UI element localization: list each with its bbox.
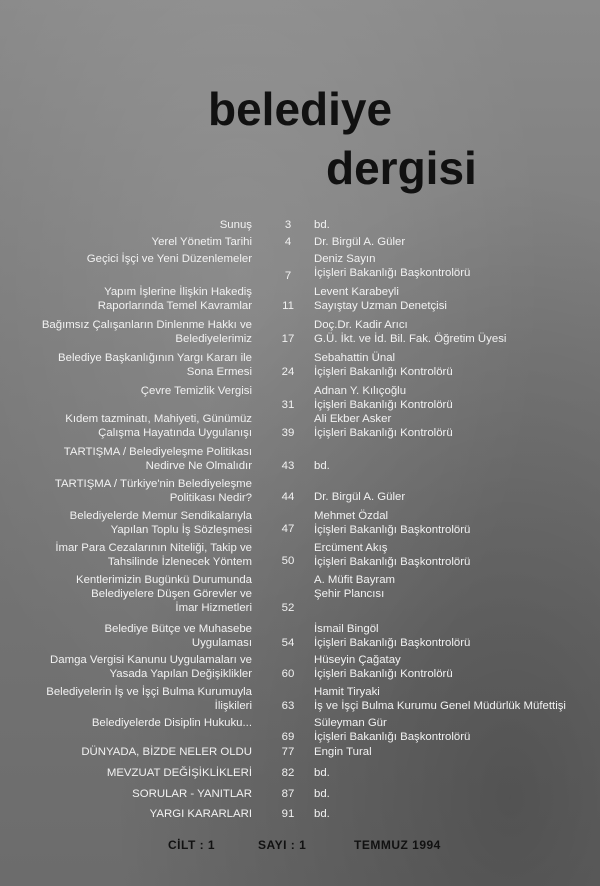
toc-page-number: 50	[281, 555, 295, 567]
toc-author	[314, 412, 453, 440]
toc-title-line: Belediyelerimiz	[175, 333, 252, 345]
toc-author-line: Sayıştay Uzman Denetçisi	[314, 300, 447, 312]
toc-title-line: Yapım İşlerine İlişkin Hakediş	[104, 286, 252, 298]
toc-title-line: Belediyelerde Disiplin Hukuku...	[91, 717, 252, 729]
toc-article-title	[132, 787, 252, 801]
toc-article-title	[42, 318, 252, 346]
toc-author	[314, 653, 453, 681]
toc-author-line: Şehir Plancısı	[314, 588, 385, 600]
toc-title-line: MEVZUAT DEĞİŞİKLİKLERİ	[106, 767, 252, 779]
toc-author	[314, 685, 566, 713]
toc-title-line: Belediyelerin İş ve İşçi Bulma Kurumuyla	[46, 686, 252, 698]
toc-title-line: Yapılan Toplu İş Sözleşmesi	[110, 524, 252, 536]
toc-author-line: bd.	[314, 788, 330, 800]
toc-page-number: 44	[281, 491, 295, 503]
toc-page-number: 47	[281, 523, 295, 535]
toc-author	[314, 766, 330, 780]
toc-author-line: Ali Ekber Asker	[314, 413, 392, 425]
title-line-1: belediye	[208, 83, 393, 135]
toc-author-line: İçişleri Bakanlığı Kontrolörü	[314, 399, 453, 411]
toc-title-line: İlişkileri	[214, 700, 252, 712]
toc-author	[314, 384, 453, 412]
toc-article-title	[87, 252, 252, 266]
toc-title-line: Raporlarında Temel Kavramlar	[97, 300, 252, 312]
toc-title-line: Bağımsız Çalışanların Dinlenme Hakkı ve	[41, 319, 252, 331]
toc-author-line: Hamit Tiryaki	[314, 686, 380, 698]
toc-page-number: 63	[281, 700, 295, 712]
toc-author-line: Ercüment Akış	[314, 542, 388, 554]
toc-page-number: 87	[281, 788, 295, 800]
toc-article-title	[98, 285, 252, 313]
toc-author-line: bd.	[314, 808, 330, 820]
toc-page-number: 54	[281, 637, 295, 649]
toc-title-line: Sunuş	[219, 219, 252, 231]
toc-page-number: 11	[282, 300, 294, 312]
toc-author-line: Levent Karabeyli	[314, 286, 399, 298]
toc-title-line: TARTIŞMA / Belediyeleşme Politikası	[63, 446, 252, 458]
title-line-2: dergisi	[326, 142, 477, 194]
toc-author	[314, 807, 330, 821]
toc-page-number: 7	[284, 270, 292, 282]
toc-author	[314, 285, 447, 313]
toc-author-line: İsmail Bingöl	[314, 623, 379, 635]
toc-article-title	[92, 716, 252, 730]
toc-page-number: 77	[281, 746, 295, 758]
toc-title-line: Politikası Nedir?	[169, 492, 252, 504]
toc-title-line: Belediyelerde Memur Sendikalarıyla	[69, 510, 252, 522]
toc-author-line: Dr. Birgül A. Güler	[314, 491, 406, 503]
toc-page-number: 43	[281, 460, 295, 472]
toc-author-line: Engin Tural	[314, 746, 372, 758]
toc-author	[314, 745, 372, 759]
toc-title-line: Uygulaması	[191, 637, 252, 649]
toc-article-title	[55, 477, 252, 505]
issue-label: SAYI : 1	[258, 838, 307, 852]
toc-author-line: bd.	[314, 767, 330, 779]
toc-article-title	[104, 622, 252, 650]
toc-author-line: İçişleri Bakanlığı Başkontrolörü	[314, 637, 471, 649]
toc-author	[314, 235, 405, 249]
toc-title-line: Kentlerimizin Bugünkü Durumunda	[75, 574, 252, 586]
toc-article-title	[55, 541, 252, 569]
toc-page-number: 4	[284, 236, 292, 248]
toc-author	[314, 252, 470, 280]
toc-page-number: 24	[281, 366, 295, 378]
toc-author-line: İçişleri Bakanlığı Başkontrolörü	[314, 731, 471, 743]
toc-page-number: 31	[281, 399, 295, 411]
toc-author-line: İçişleri Bakanlığı Kontrolörü	[314, 668, 453, 680]
toc-author-line: bd.	[314, 460, 330, 472]
toc-author-line: G.Ü. İkt. ve İd. Bil. Fak. Öğretim Üyesi	[314, 333, 507, 345]
toc-title-line: Geçici İşçi ve Yeni Düzenlemeler	[86, 253, 252, 265]
toc-author	[314, 509, 470, 537]
toc-title-line: İmar Hizmetleri	[175, 602, 252, 614]
toc-page-number: 52	[281, 602, 295, 614]
toc-article-title	[152, 235, 252, 249]
toc-article-title	[107, 766, 252, 780]
toc-author-line: Hüseyin Çağatay	[314, 654, 401, 666]
toc-author-line: İş ve İşçi Bulma Kurumu Genel Müdürlük Müfettişi	[314, 700, 566, 712]
toc-author-line: İçişleri Bakanlığı Başkontrolörü	[314, 267, 471, 279]
toc-author-line: Sebahattin Ünal	[314, 352, 396, 364]
toc-page-number: 91	[281, 808, 295, 820]
toc-author-line: A. Müfit Bayram	[314, 574, 396, 586]
toc-title-line: Çevre Temizlik Vergisi	[140, 385, 252, 397]
toc-page-number: 17	[281, 333, 295, 345]
toc-author-line: Adnan Y. Kılıçoğlu	[314, 385, 407, 397]
toc-article-title	[58, 351, 252, 379]
toc-page-number: 3	[284, 219, 292, 231]
date-label: TEMMUZ 1994	[354, 838, 441, 852]
toc-article-title	[141, 384, 252, 398]
toc-author	[314, 716, 470, 744]
toc-title-line: Sona Ermesi	[186, 366, 252, 378]
toc-article-title	[150, 807, 252, 821]
toc-author	[314, 490, 405, 504]
toc-author	[314, 622, 470, 650]
toc-title-line: İmar Para Cezalarının Niteliği, Takip ve	[55, 542, 252, 554]
toc-author-line: Süleyman Gür	[314, 717, 387, 729]
toc-title-line: YARGI KARARLARI	[149, 808, 252, 820]
toc-article-title	[65, 412, 252, 440]
toc-title-line: Kıdem tazminatı, Mahiyeti, Günümüz	[65, 413, 252, 425]
toc-title-line: Belediyelere Düşen Görevler ve	[91, 588, 252, 600]
toc-article-title	[81, 745, 252, 759]
toc-author	[314, 541, 470, 569]
toc-title-line: DÜNYADA, BİZDE NELER OLDU	[81, 746, 252, 758]
toc-title-line: Belediye Bütçe ve Muhasebe	[104, 623, 252, 635]
toc-author	[314, 318, 506, 346]
toc-article-title	[70, 509, 252, 537]
toc-author	[314, 351, 453, 379]
toc-author-line: Mehmet Özdal	[314, 510, 389, 522]
toc-page-number: 60	[281, 668, 295, 680]
toc-title-line: Çalışma Hayatında Uygulanışı	[98, 427, 252, 439]
toc-author-line: bd.	[314, 219, 330, 231]
toc-page-number: 39	[281, 427, 295, 439]
toc-title-line: Belediye Başkanlığının Yargı Kararı ile	[58, 352, 252, 364]
toc-article-title	[50, 653, 252, 681]
toc-author-line: İçişleri Bakanlığı Başkontrolörü	[314, 556, 471, 568]
toc-page-number: 82	[281, 767, 295, 779]
toc-title-line: Tahsilinde İzlenecek Yöntem	[107, 556, 252, 568]
toc-author	[314, 218, 330, 232]
toc-page-number: 69	[281, 731, 295, 743]
toc-title-line: SORULAR - YANITLAR	[132, 788, 252, 800]
toc-author	[314, 459, 330, 473]
toc-author	[314, 573, 395, 601]
volume-label: CİLT : 1	[168, 838, 216, 852]
toc-article-title	[64, 445, 252, 473]
toc-title-line: Yerel Yönetim Tarihi	[151, 236, 252, 248]
toc-article-title	[76, 573, 252, 615]
toc-title-line: Damga Vergisi Kanunu Uygulamaları ve	[50, 654, 252, 666]
toc-title-line: TARTIŞMA / Türkiye'nin Belediyeleşme	[54, 478, 252, 490]
toc-article-title	[220, 218, 252, 232]
toc-author-line: İçişleri Bakanlığı Kontrolörü	[314, 366, 453, 378]
toc-author-line: Doç.Dr. Kadir Arıcı	[314, 319, 408, 331]
toc-author	[314, 787, 330, 801]
toc-article-title	[46, 685, 252, 713]
toc-title-line: Nedirve Ne Olmalıdır	[145, 460, 252, 472]
toc-author-line: İçişleri Bakanlığı Kontrolörü	[314, 427, 453, 439]
toc-title-line: Yasada Yapılan Değişiklikler	[109, 668, 252, 680]
toc-author-line: Deniz Sayın	[314, 253, 376, 265]
toc-author-line: İçişleri Bakanlığı Başkontrolörü	[314, 524, 471, 536]
toc-author-line: Dr. Birgül A. Güler	[314, 236, 406, 248]
